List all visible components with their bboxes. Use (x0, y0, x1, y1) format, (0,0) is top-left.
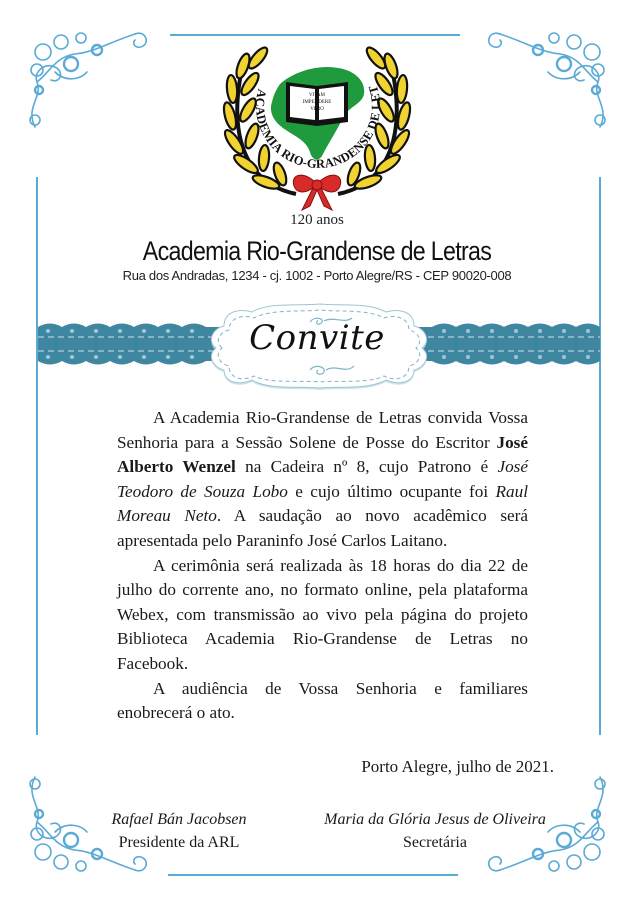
organization-address: Rua dos Andradas, 1234 - cj. 1002 - Porto Alegre/RS - CEP 90020-008 (122, 268, 512, 283)
signatory-role: Secretária (403, 834, 467, 851)
body-paragraph-2: A cerimônia será realizada às 18 horas do dia 22 de julho do corrente ano, no formato online, pela plataforma Webex, com transmissão ao vivo pela página do projeto Biblioteca Academia Rio-Grandense de Letras no Facebook. (117, 555, 528, 673)
motto-line: VITAM (309, 93, 325, 98)
anniversary-label: 120 anos (290, 212, 344, 228)
invitation-body (117, 406, 528, 726)
corner-ornament-top-left (25, 22, 155, 142)
logo-ring-text: ACADEMIA RIO-GRANDENSE DE LET (252, 83, 384, 172)
invitation-title: Convite (249, 318, 385, 358)
border-bottom-line (168, 874, 458, 876)
red-bow-icon (293, 175, 340, 210)
honoree-name: José Alberto Wenzel (117, 432, 528, 477)
body-paragraph-3: A audiência de Vossa Senhoria e familiares enobrecerá o ato. (117, 678, 528, 723)
body-paragraph-1: A Academia Rio-Grandense de Letras convida Vossa Senhoria para a Sessão Solene de Posse do Escritor José Alberto Wenzel na Cadeira nº 8, cujo Patrono é José Teodoro de Souza Lobo e cujo último ocupante foi Raul Moreau Neto. A saudação ao novo acadêmico será apresentada pelo Paraninfo José Carlos Laitano. (117, 408, 528, 550)
previous-occupant-name: Raul Moreau Neto (117, 481, 528, 526)
patron-name: José Teodoro de Souza Lobo (117, 457, 528, 501)
signatory-name: Maria da Glória Jesus de Oliveira (324, 811, 546, 828)
border-right-line (599, 177, 601, 735)
academy-logo (218, 44, 416, 212)
swirl-icon (480, 22, 610, 142)
organization-name: Academia Rio-Grandense de Letras (142, 236, 492, 266)
corner-ornament-top-right (480, 22, 610, 142)
motto-line: IMPENDERE (302, 100, 332, 105)
signature-block-president (84, 808, 274, 854)
place-date-line: Porto Alegre, julho de 2021. (361, 757, 554, 776)
motto-line: VERO (310, 107, 324, 112)
swirl-icon (25, 22, 155, 142)
border-top-line (170, 34, 460, 36)
signatory-name: Rafael Bán Jacobsen (111, 811, 247, 828)
signature-block-secretary (300, 808, 570, 854)
signatory-role: Presidente da ARL (118, 834, 240, 851)
open-book-icon (286, 82, 348, 126)
border-left-line (36, 177, 38, 735)
